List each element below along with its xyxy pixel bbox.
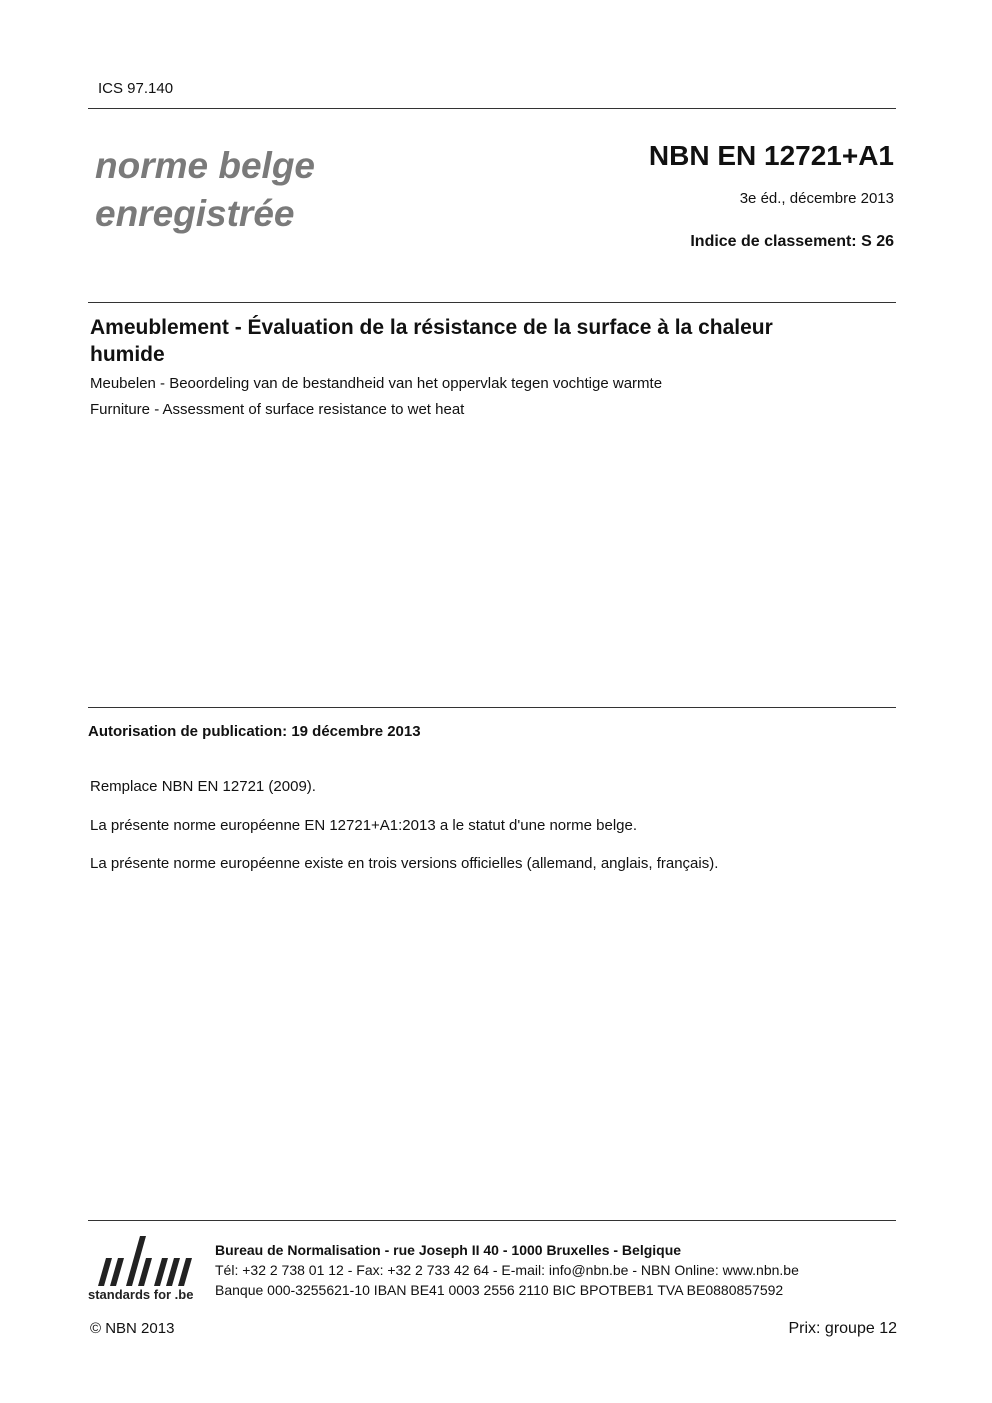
note-replaces: Remplace NBN EN 12721 (2009).	[90, 778, 316, 795]
top-divider	[88, 108, 896, 109]
ics-code: ICS 97.140	[98, 80, 174, 97]
title-english: Furniture - Assessment of surface resistance to wet heat	[90, 401, 465, 418]
title-french	[90, 314, 890, 368]
note-status: La présente norme européenne EN 12721+A1:2013 a le statut d'une norme belge.	[90, 817, 638, 834]
footer-divider	[88, 1220, 896, 1221]
brand-line-2: enregistrée	[95, 193, 295, 234]
title-dutch: Meubelen - Beoordeling van de bestandheid van het oppervlak tegen vochtige warmte	[90, 375, 663, 392]
publication-divider	[88, 707, 896, 708]
title-french-line-1: Ameublement - Évaluation de la résistance de la surface à la chaleur	[90, 316, 773, 339]
title-divider	[88, 302, 896, 303]
edition-info: 3e éd., décembre 2013	[739, 190, 894, 207]
footer-address: Bureau de Normalisation - rue Joseph II 40 - 1000 Bruxelles - Belgique	[215, 1242, 682, 1258]
logo-tagline: standards for .be	[88, 1287, 194, 1302]
title-french-line-2: humide	[90, 343, 165, 366]
footer-bank: Banque 000-3255621-10 IBAN BE41 0003 2556 2110 BIC BPOTBEB1 TVA BE0880857592	[215, 1282, 784, 1298]
brand-label	[95, 142, 315, 238]
classification-index: Indice de classement: S 26	[690, 233, 894, 250]
footer-contact: Tél: +32 2 738 01 12 - Fax: +32 2 733 42 64 - E-mail: info@nbn.be - NBN Online: www.nbn.be	[215, 1262, 799, 1278]
standard-number: NBN EN 12721+A1	[648, 140, 894, 171]
price-group: Prix: groupe 12	[788, 1320, 897, 1337]
publication-authorisation: Autorisation de publication: 19 décembre 2013	[88, 723, 421, 740]
copyright: © NBN 2013	[90, 1320, 175, 1337]
brand-line-1: norme belge	[95, 145, 315, 186]
note-languages: La présente norme européenne existe en trois versions officielles (allemand, anglais, français).	[90, 855, 719, 872]
